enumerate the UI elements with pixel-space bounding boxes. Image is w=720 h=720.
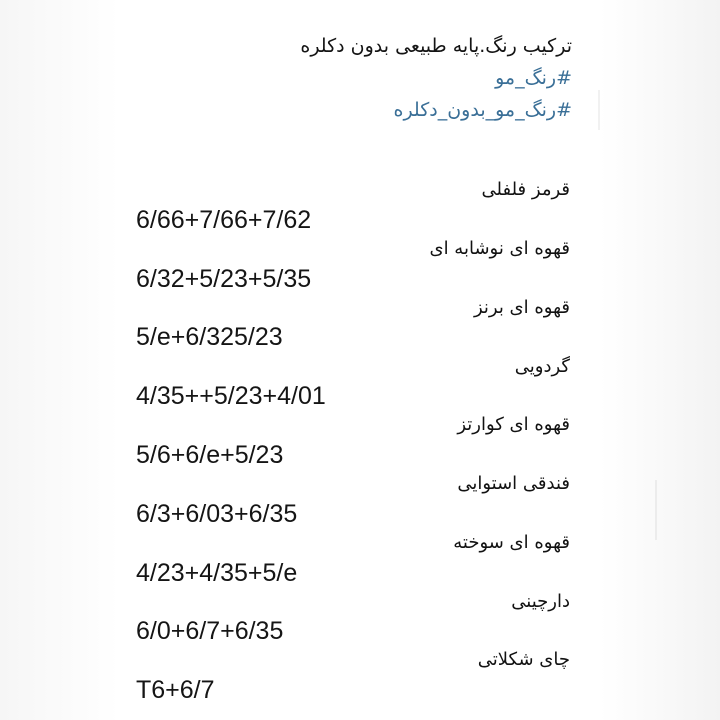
color-name: قهوه ای سوخته: [453, 532, 570, 553]
color-formula: 6/66+7/66+7/62: [136, 206, 312, 234]
color-formula: 6/3+6/03+6/35: [136, 500, 298, 528]
color-name: قهوه ای کوارتز: [457, 414, 570, 435]
color-formula: 6/32+5/23+5/35: [136, 265, 312, 293]
background-artifact: [655, 480, 657, 540]
color-formula: 4/23+4/35+5/e: [136, 559, 298, 587]
hashtag-link[interactable]: #رنگ_مو: [495, 67, 572, 89]
color-name: فندقی استوایی: [457, 473, 570, 494]
hashtag-link[interactable]: #رنگ_مو_بدون_دکلره: [393, 99, 572, 121]
color-formula: 5/6+6/e+5/23: [136, 441, 284, 469]
color-name: چای شکلاتی: [477, 649, 570, 670]
color-formula: 5/e+6/325/23: [136, 323, 283, 351]
post-title: ترکیب رنگ.پایه طبیعی بدون دکلره: [300, 35, 572, 57]
color-formula: T6+6/7: [136, 676, 215, 704]
color-formula: 6/0+6/7+6/35: [136, 617, 284, 645]
background-artifact: [598, 90, 600, 130]
color-name: دارچینی: [511, 591, 570, 612]
color-name: قهوه ای نوشابه ای: [429, 238, 570, 259]
color-name: گردویی: [514, 356, 570, 377]
color-formula: 4/35++5/23+4/01: [136, 382, 326, 410]
color-name: قهوه ای برنز: [473, 297, 570, 318]
post-header: [300, 30, 572, 126]
color-name: قرمز فلفلی: [481, 179, 570, 200]
